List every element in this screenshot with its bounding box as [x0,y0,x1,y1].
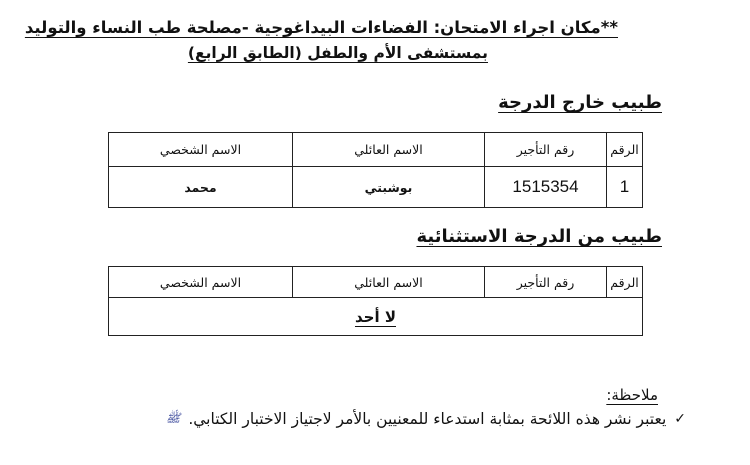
table-header-row [109,133,643,167]
exam-venue-line-1: **مكان اجراء الامتحان: الفضاءات البيداغوجية -مصلحة طب النساء والتوليد [24,18,618,37]
header-employment-no: رقم التأجير [485,267,607,298]
signature-mark: ﷺ [165,410,181,425]
cell-number: 1 [607,167,643,208]
note-line [165,410,686,428]
section-title-exceptional-grade: طبيب من الدرجة الاستثنائية [416,226,662,247]
note-title: ملاحظة: [606,386,658,404]
table-out-of-grade [108,132,643,208]
header-family-name: الاسم العائلي [293,133,485,167]
header-first-name: الاسم الشخصي [109,133,293,167]
table-row-empty [109,298,643,336]
empty-message: لا أحد [109,298,643,336]
header-number: الرقم [607,267,643,298]
section-title-out-of-grade: طبيب خارج الدرجة [498,92,662,113]
cell-family-name: بوشبتي [293,167,485,208]
cell-employment-no: 1515354 [485,167,607,208]
header-employment-no: رقم التأجير [485,133,607,167]
table-header-row [109,267,643,298]
check-icon: ✓ [674,411,686,427]
header-first-name: الاسم الشخصي [109,267,293,298]
header-family-name: الاسم العائلي [293,267,485,298]
table-exceptional-grade [108,266,643,336]
note-text: يعتبر نشر هذه اللائحة بمثابة استدعاء للمعنيين بالأمر لاجتياز الاختبار الكتابي. [188,410,667,428]
cell-first-name: محمد [109,167,293,208]
header-number: الرقم [607,133,643,167]
table-row [109,167,643,208]
exam-venue-line-2: بمستشفى الأم والطفل (الطابق الرابع) [187,44,488,62]
